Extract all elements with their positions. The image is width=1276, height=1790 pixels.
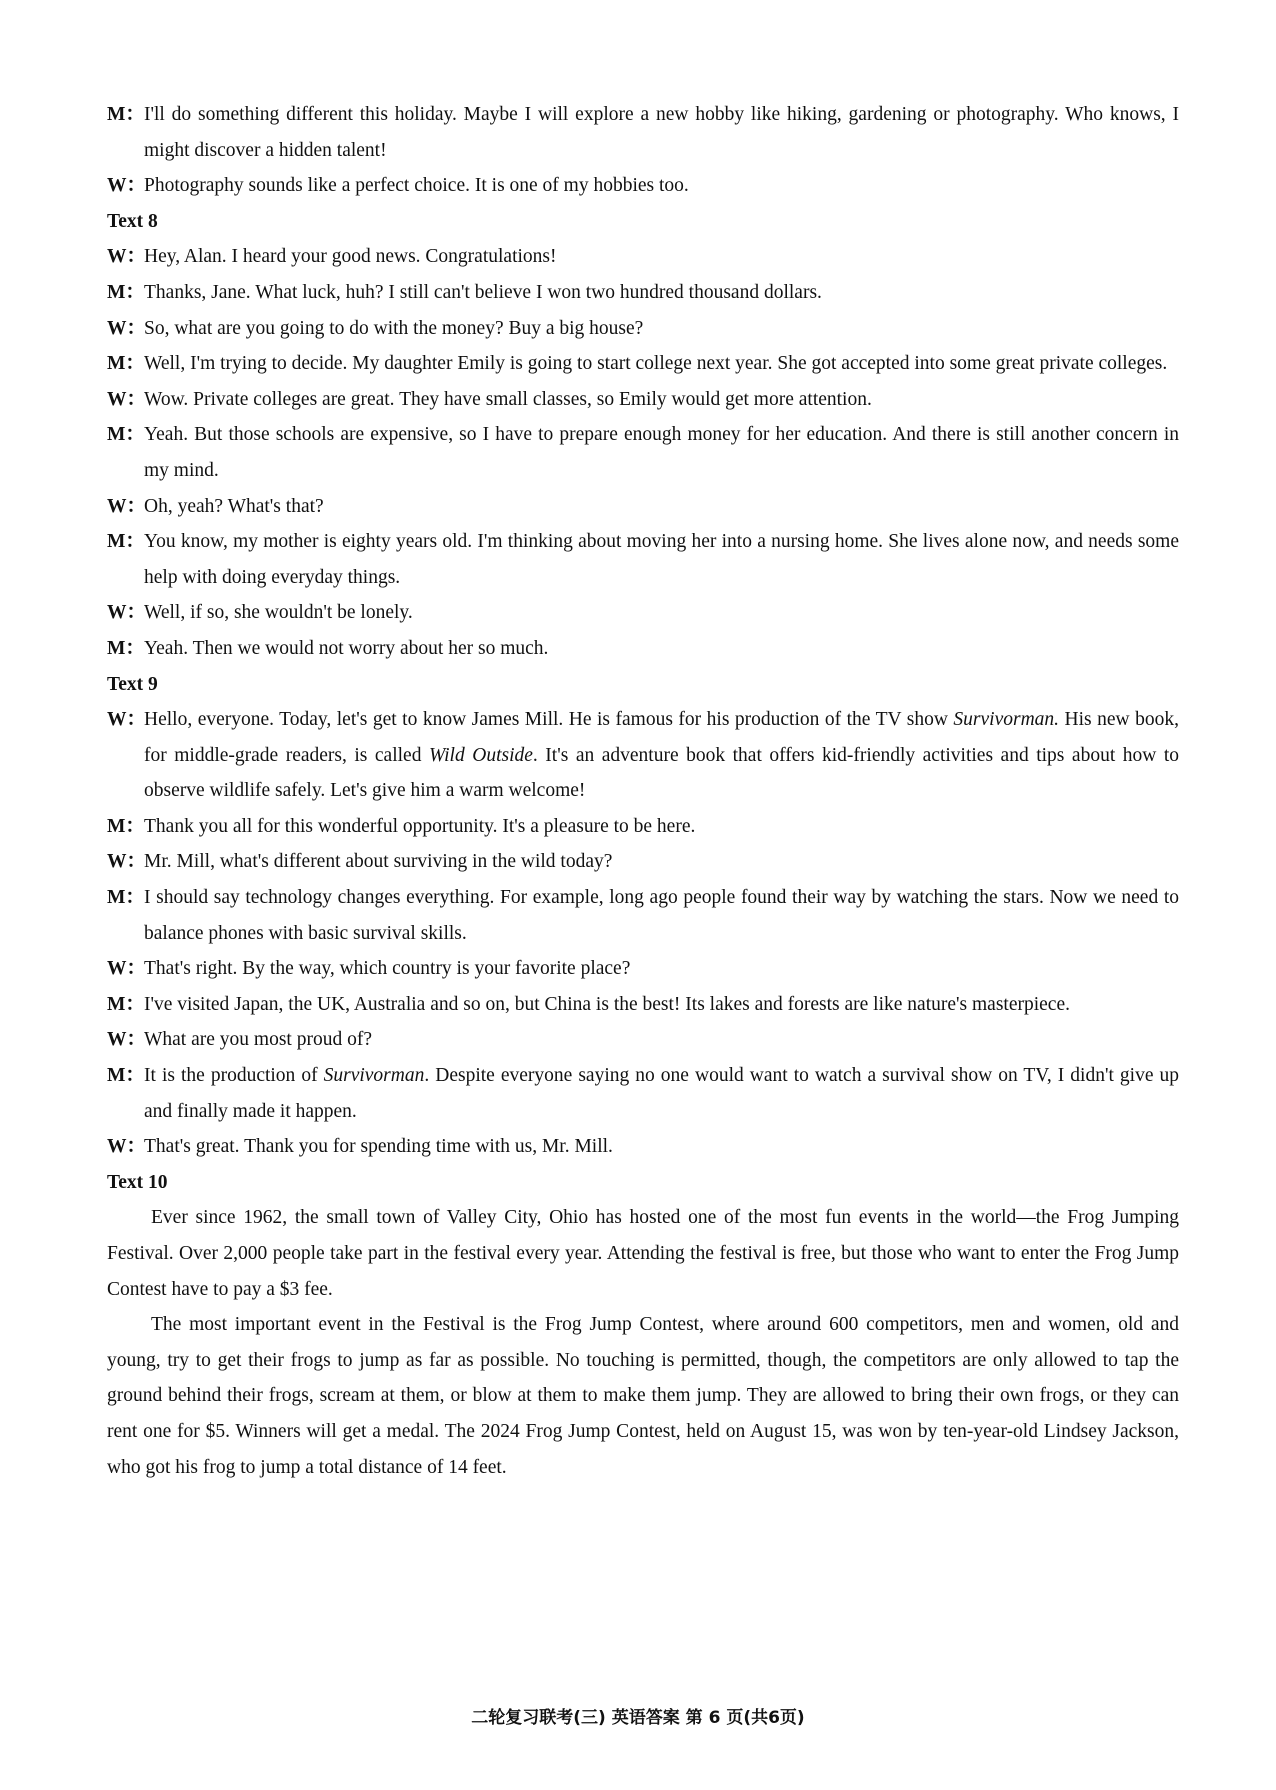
dialogue-text: Mr. Mill, what's different about surviving in the wild today? xyxy=(144,851,613,873)
dialogue-line xyxy=(107,631,1179,667)
speaker-label: W： xyxy=(107,1029,147,1051)
page-content xyxy=(107,97,1179,1485)
dialogue-text: Well, I'm trying to decide. My daughter Emily is going to start college next year. She got accepted into some great private colleges. xyxy=(144,353,1168,375)
dialogue-line xyxy=(107,524,1179,595)
dialogue-line xyxy=(107,880,1179,951)
dialogue-text: What are you most proud of? xyxy=(144,1029,372,1051)
dialogue-text: Yeah. Then we would not worry about her so much. xyxy=(144,637,549,659)
dialogue-text: You know, my mother is eighty years old. I'm thinking about moving her into a nursing home. She lives alone now, and needs some help with doing everyday things. xyxy=(144,531,1179,588)
speaker-label: M： xyxy=(107,1065,145,1087)
dialogue-text: Thank you all for this wonderful opportunity. It's a pleasure to be here. xyxy=(144,815,696,837)
speaker-label: M： xyxy=(107,353,145,375)
book-title: Wild Outside xyxy=(428,744,533,766)
speaker-label: W： xyxy=(107,317,147,339)
dialogue-text: So, what are you going to do with the money? Buy a big house? xyxy=(144,317,644,339)
dialogue-text: That's great. Thank you for spending time with us, Mr. Mill. xyxy=(144,1136,613,1158)
section-heading-text9: Text 9 xyxy=(107,673,158,695)
speaker-label: W： xyxy=(107,388,147,410)
speaker-label: W： xyxy=(107,1136,147,1158)
dialogue-text: Well, if so, she wouldn't be lonely. xyxy=(144,602,413,624)
dialogue-line xyxy=(107,382,1179,418)
speaker-label: W： xyxy=(107,495,147,517)
dialogue-line xyxy=(107,168,1179,204)
speaker-label: M： xyxy=(107,815,145,837)
dialogue-text: Oh, yeah? What's that? xyxy=(144,495,324,517)
speaker-label: M： xyxy=(107,104,145,125)
speaker-label: M： xyxy=(107,424,145,446)
dialogue-text: That's right. By the way, which country is your favorite place? xyxy=(144,958,631,980)
dialogue-line xyxy=(107,809,1179,845)
dialogue-line xyxy=(107,311,1179,347)
speaker-label: M： xyxy=(107,281,145,303)
page-footer: 二轮复习联考(三) 英语答案 第 6 页(共6页) xyxy=(471,1708,805,1728)
speaker-label: W： xyxy=(107,602,147,624)
dialogue-line xyxy=(107,275,1179,311)
dialogue-text: Wow. Private colleges are great. They have small classes, so Emily would get more attention. xyxy=(144,388,872,410)
dialogue-text: . Despite everyone saying no one would want to watch a survival show on TV, I didn't give up and finally made it happen. xyxy=(144,1065,1180,1122)
dialogue-text: His new book, for middle-grade readers, is called xyxy=(144,709,1179,766)
show-title: Survivorman xyxy=(323,1065,425,1087)
section-heading-text8: Text 8 xyxy=(107,210,158,232)
dialogue-text: Hello, everyone. Today, let's get to know James Mill. He is famous for his production of the TV show xyxy=(144,709,954,731)
dialogue-line xyxy=(107,97,1179,168)
dialogue-line xyxy=(107,1058,1179,1129)
dialogue-text: Yeah. But those schools are expensive, so I have to prepare enough money for her education. And there is still another concern in my mind. xyxy=(144,424,1179,481)
dialogue-line xyxy=(107,1129,1179,1165)
dialogue-line xyxy=(107,239,1179,275)
dialogue-text: It is the production of xyxy=(144,1065,324,1087)
dialogue-line xyxy=(107,417,1179,488)
dialogue-text: I should say technology changes everything. For example, long ago people found their way by watching the stars. Now we need to balance phones with basic survival skills. xyxy=(144,887,1179,944)
dialogue-text: Hey, Alan. I heard your good news. Congratulations! xyxy=(144,246,557,268)
dialogue-line xyxy=(107,346,1179,382)
speaker-label: M： xyxy=(107,637,145,659)
dialogue-text: I'll do something different this holiday. Maybe I will explore a new hobby like hiking, gardening or photography. Who knows, I might discover a hidden talent! xyxy=(144,104,1179,161)
dialogue-line xyxy=(107,595,1179,631)
speaker-label: W： xyxy=(107,246,147,268)
show-title: Survivorman. xyxy=(953,709,1060,731)
speaker-label: W： xyxy=(107,958,147,980)
speaker-label: M： xyxy=(107,887,145,909)
dialogue-text: Thanks, Jane. What luck, huh? I still can't believe I won two hundred thousand dollars. xyxy=(144,281,822,303)
passage-paragraph: Ever since 1962, the small town of Valley City, Ohio has hosted one of the most fun events in the world—the Frog Jumping Festival. Over 2,000 people take part in the festival every year. Attending the festival is free, but those who want to enter the Frog Jump Contest have to pay a $3 fee. xyxy=(107,1207,1179,1300)
passage-paragraph: The most important event in the Festival is the Frog Jump Contest, where around 600 competitors, men and women, old and young, try to get their frogs to jump as far as possible. No touching is permitted, though, the competitors are only allowed to tap the ground behind their frogs, scream at them, or blow at them to make them jump. They are allowed to bring their own frogs, or they can rent one for $5. Winners will get a medal. The 2024 Frog Jump Contest, held on August 15, was won by ten-year-old Lindsey Jackson, who got his frog to jump a total distance of 14 feet. xyxy=(107,1314,1179,1478)
speaker-label: W： xyxy=(107,851,147,873)
section-heading-text10: Text 10 xyxy=(107,1171,168,1193)
speaker-label: M： xyxy=(107,993,145,1015)
dialogue-line xyxy=(107,1022,1179,1058)
dialogue-text: I've visited Japan, the UK, Australia and so on, but China is the best! Its lakes and forests are like nature's masterpiece. xyxy=(144,993,1070,1015)
dialogue-text: Photography sounds like a perfect choice. It is one of my hobbies too. xyxy=(144,175,689,197)
dialogue-text: . It's an adventure book that offers kid-friendly activities and tips about how to observe wildlife safely. Let's give him a warm welcome! xyxy=(144,744,1180,802)
speaker-label: M： xyxy=(107,531,145,553)
dialogue-line xyxy=(107,489,1179,525)
dialogue-line xyxy=(107,951,1179,987)
speaker-label: W： xyxy=(107,709,147,731)
dialogue-line xyxy=(107,702,1179,809)
speaker-label: W： xyxy=(107,175,147,197)
dialogue-line xyxy=(107,844,1179,880)
dialogue-line xyxy=(107,987,1179,1023)
